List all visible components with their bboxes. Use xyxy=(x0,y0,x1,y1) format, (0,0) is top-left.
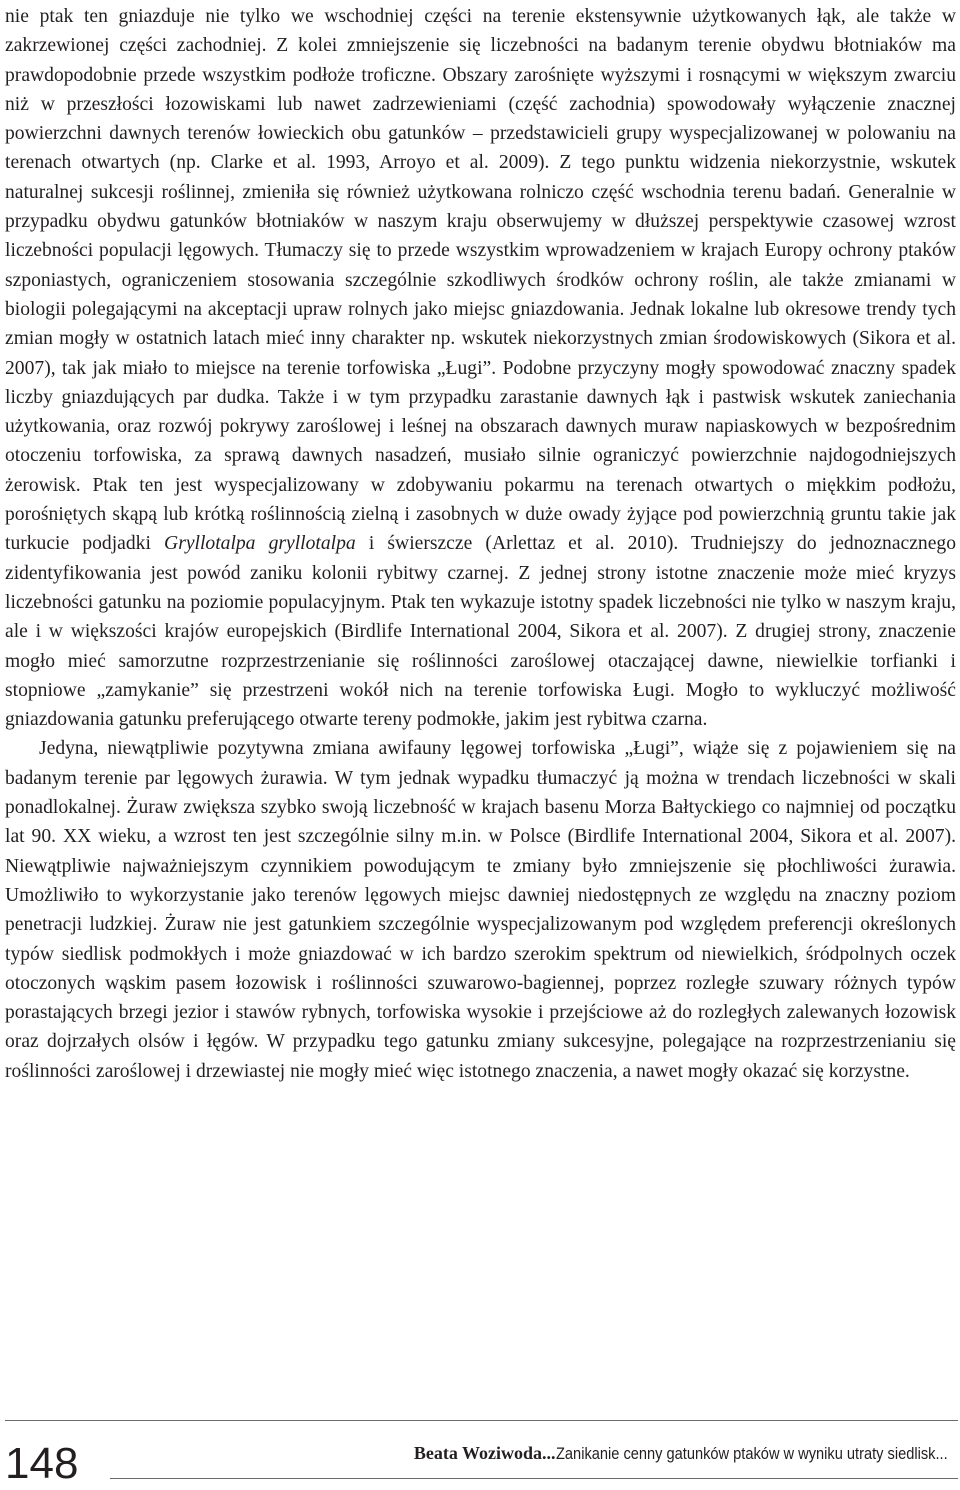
running-footer xyxy=(414,1441,956,1466)
species-name: Gryllotalpa gryllotalpa xyxy=(164,533,356,555)
footer-divider xyxy=(110,1478,958,1479)
footer-author: Beata Woziwoda... xyxy=(413,1443,556,1463)
article-body xyxy=(5,2,956,1086)
paragraph-1 xyxy=(5,2,956,734)
paragraph-1-text: nie ptak ten gniazduje nie tylko we wschodniej części na terenie ekstensywnie użytkowanych łąk, ale także w zakrzewionej części zachodniej. Z kolei zmniejszenie się liczebności na badanym terenie obydwu błotniaków ma prawdopodobnie przede wszystkim podłoże troficzne. Obszary zarośnięte wyższymi i rosnącymi w większym zwarciu niż w przeszłości łozowiskami lub nawet zadrzewieniami (część zachodnia) spowodowały wyłączenie znacznej powierzchni dawnych terenów łowieckich obu gatunków – przedstawicieli grupy wyspecjalizowanej w polowaniu na terenach otwartych (np. Clarke et al. 1993, Arroyo et al. 2009). Z tego punktu widzenia niekorzystnie, wskutek naturalnej sukcesji roślinnej, zmieniła się również użytkowana rolniczo część wschodnia terenu badań. Generalnie w przypadku obydwu gatunków błotniaków w naszym kraju obserwujemy w dłuższej perspektywie czasowej wzrost liczebności populacji lęgowych. Tłumaczy się to przede wszystkim wprowadzeniem w krajach Europy ochrony ptaków szponiastych, ograniczeniem stosowania szczególnie szkodliwych środków ochrony roślin, ale także zmianami w biologii polegającymi na akceptacji upraw rolnych jako miejsc gniazdowania. Jednak lokalne lub okresowe trendy tych zmian mogły w ostatnich latach mieć inny charakter np. wskutek niekorzystnych zmian środowiskowych (Sikora et al. 2007), tak jak miało to miejsce na terenie torfowiska „Ługi”. Podobne przyczyny mogły spowodować znaczny spadek liczby gniazdujących par dudka. Także i w tym przypadku zarastanie dawnych łąk i pastwisk wskutek zaniechania użytkowania, oraz rozwój pokrywy zaroślowej i leśnej na obszarach dawnych muraw napiaskowych w bezpośrednim otoczeniu torfowiska, za sprawą dawnych nasadzeń, musiało silnie ograniczyć powierzchnie najdogodniejszych żerowisk. Ptak ten jest wyspecjalizowany w zdobywaniu pokarmu na terenach otwartych o miękkim podłożu, porośniętych skąpą lub krótką roślinnością zielną i zasobnych w duże owady żyjące pod powierzchnią gruntu takie jak turkucie podjadki xyxy=(5,6,956,555)
footer-top-divider xyxy=(5,1420,958,1421)
footer-title: Zanikanie cenny gatunków ptaków w wyniku utraty siedlisk... xyxy=(555,1444,948,1463)
paragraph-1-continuation: i świerszcze (Arlettaz et al. 2010). Trudniejszy do jednoznacznego zidentyfikowania jest powód zaniku kolonii rybitwy czarnej. Z jednej strony istotne znaczenie może mieć kryzys liczebności gatunku na poziomie populacyjnym. Ptak ten wykazuje istotny spadek liczebności nie tylko w naszym kraju, ale i w większości krajów europejskich (Birdlife International 2004, Sikora et al. 2007). Z drugiej strony, znaczenie mogło mieć samorzutne rozprzestrzenianie się roślinności zaroślowej otaczającej dawne, niewielkie torfianki i stopniowe „zamykanie” się przestrzeni wokół nich na terenie torfowiska Ługi. Mogło to wykluczyć możliwość gniazdowania gatunku preferującego otwarte tereny podmokłe, jakim jest rybitwa czarna. xyxy=(5,533,956,731)
page-number: 148 xyxy=(5,1439,79,1488)
paragraph-2: Jedyna, niewątpliwie pozytywna zmiana awifauny lęgowej torfowiska „Ługi”, wiąże się z pojawieniem się na badanym terenie par lęgowych żurawia. W tym jednak wypadku tłumaczyć ją można w trendach liczebności w skali ponadlokalnej. Żuraw zwiększa szybko swoją liczebność w krajach basenu Morza Bałtyckiego co najmniej od początku lat 90. XX wieku, a wzrost ten jest szczególnie silny m.in. w Polsce (Birdlife International 2004, Sikora et al. 2007). Niewątpliwie najważniejszym czynnikiem powodującym te zmiany było zmniejszenie się płochliwości żurawia. Umożliwiło to wykorzystanie jako terenów lęgowych miejsc dawniej niedostępnych ze względu na znaczny poziom penetracji ludzkiej. Żuraw nie jest gatunkiem szczególnie wyspecjalizowanym pod względem preferencji określonych typów siedlisk podmokłych i może gniazdować w ich bardzo szerokim spektrum od niewielkich, śródpolnych oczek otoczonych wąskim pasem łozowisk i roślinności szuwarowo-bagiennej, poprzez rozległe szuwary różnych typów porastających brzegi jezior i stawów rybnych, torfowiska wysokie i przejściowe aż do rozległych zalewanych łozowisk oraz dojrzałych olsów i łęgów. W przypadku tego gatunku zmiany sukcesyjne, polegające na rozprzestrzenianiu się roślinności zaroślowej i drzewiastej nie mogły mieć więc istotnego znaczenia, a nawet mogły okazać się korzystne. xyxy=(5,738,956,1082)
